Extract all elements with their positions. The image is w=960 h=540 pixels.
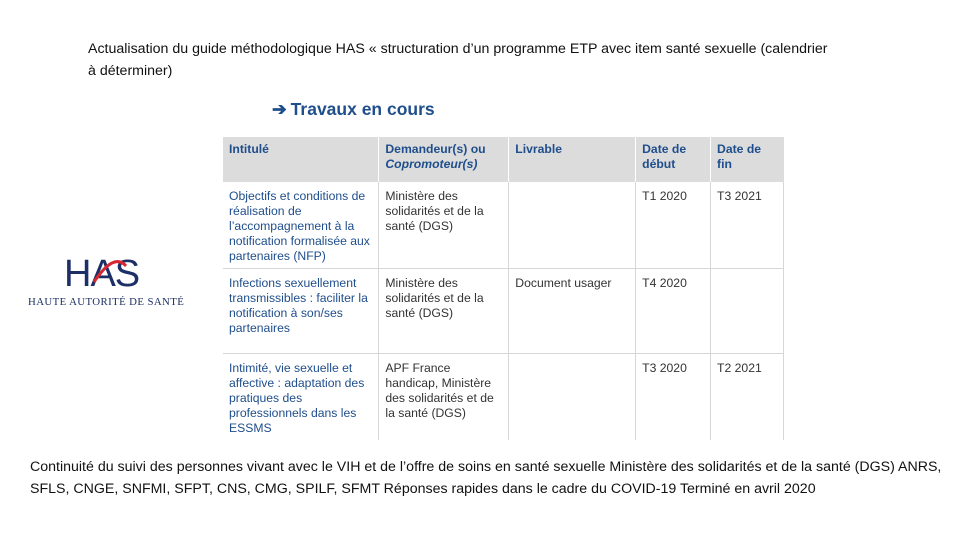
section-title-text: Travaux en cours	[290, 99, 435, 119]
header-date-fin	[711, 137, 784, 182]
table-header-row	[223, 137, 784, 182]
table-row	[223, 269, 784, 354]
cell-livrable	[509, 354, 636, 441]
header-demandeur-line1: Demandeur(s) ou	[385, 142, 486, 156]
header-demandeur-line2: Copromoteur(s)	[385, 157, 478, 171]
header-date-debut	[636, 137, 711, 182]
cell-date-debut: T1 2020	[636, 182, 711, 269]
header-date-fin-line1: Date de	[717, 142, 762, 156]
section-title	[272, 99, 435, 120]
has-logo-mark	[64, 252, 174, 294]
cell-date-debut: T3 2020	[636, 354, 711, 441]
works-table	[223, 137, 784, 440]
header-demandeur	[379, 137, 509, 182]
header-livrable: Livrable	[509, 137, 636, 182]
cell-intitule: Objectifs et conditions de réalisation de l’accompagnement à la notification formalisée aux partenaires (NFP)	[223, 182, 379, 269]
slide-footer-text: Continuité du suivi des personnes vivant avec le VIH et de l’offre de soins en santé sexuelle Ministère des solidarités et de la santé (DGS) ANRS, SFLS, CNGE, SNFMI, SFPT, CNS, CMG, SPILF, SFMT Réponses rapides dans le cadre du COVID-19 Terminé en avril 2020	[30, 459, 942, 497]
cell-date-debut: T4 2020	[636, 269, 711, 354]
cell-livrable	[509, 182, 636, 269]
header-date-debut-line1: Date de	[642, 142, 687, 156]
header-date-fin-line2: fin	[717, 157, 732, 171]
header-intitule: Intitulé	[223, 137, 379, 182]
header-date-debut-line2: début	[642, 157, 676, 171]
cell-demandeur: Ministère des solidarités et de la santé (DGS)	[379, 182, 509, 269]
cell-intitule: Intimité, vie sexuelle et affective : adaptation des pratiques des professionnels dans les ESSMS	[223, 354, 379, 441]
slide-heading: Actualisation du guide méthodologique HAS « structuration d’un programme ETP avec item santé sexuelle (calendrier à déterminer)	[88, 41, 828, 79]
has-logo	[18, 252, 198, 312]
has-logo-subtitle: HAUTE AUTORITÉ DE SANTÉ	[28, 296, 185, 308]
cell-intitule: Infections sexuellement transmissibles : faciliter la notification à son/ses partenaires	[223, 269, 379, 354]
cell-demandeur: APF France handicap, Ministère des solidarités et de la santé (DGS)	[379, 354, 509, 441]
cell-demandeur: Ministère des solidarités et de la santé (DGS)	[379, 269, 509, 354]
table-row	[223, 182, 784, 269]
cell-date-fin: T3 2021	[711, 182, 784, 269]
arrow-right-icon: ➔	[272, 99, 287, 119]
table-row	[223, 354, 784, 441]
cell-date-fin	[711, 269, 784, 354]
cell-date-fin: T2 2021	[711, 354, 784, 441]
has-logo-letters: HAS	[64, 253, 140, 294]
cell-livrable: Document usager	[509, 269, 636, 354]
